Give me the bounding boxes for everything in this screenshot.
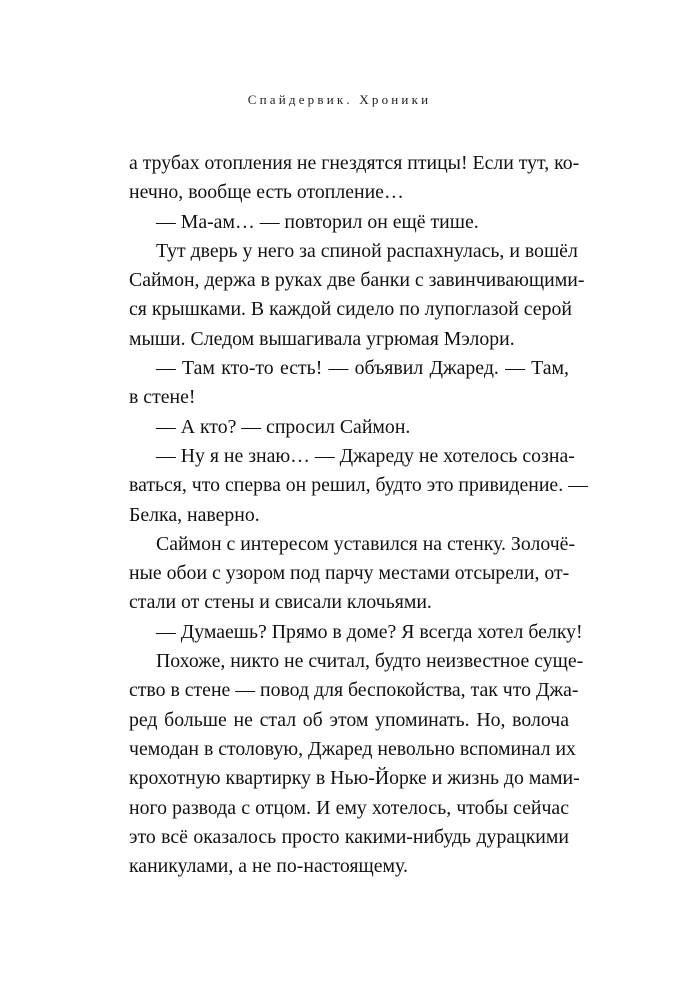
text-line: — Ма-ам… — повторил он ещё тише. [156,210,479,233]
text-line: — Думаешь? Прямо в доме? Я всегда хотел белку! [156,620,583,643]
text-line: это всё оказалось просто какими-нибудь дурацкими [129,825,569,848]
text-line: — А кто? — спросил Саймон. [156,415,411,438]
text-line: Белка, наверно. [129,503,260,526]
text-line: Тут дверь у него за спиной распахнулась, и вошёл [156,239,578,262]
text-line: стали от стены и свисали клочьями. [129,591,432,614]
text-line: ного развода с отцом. И ему хотелось, чтобы сейчас [129,796,569,819]
text-line: чемодан в столовую, Джаред невольно вспоминал их [129,737,576,760]
text-line: ся крышками. В каждой сидело по лупоглазой серой [129,298,572,321]
text-line: нечно, вообще есть отопление… [129,181,404,204]
text-line: каникулами, а не по-настоящему. [129,855,408,878]
text-line: Саймон с интересом уставился на стенку. Золочё- [156,532,576,555]
text-line: крохотную квартирку в Нью-Йорке и жизнь до мами- [129,767,580,790]
text-line: ваться, что сперва он решил, будто это привидение. — [129,474,588,497]
text-line: ные обои с узором под парчу местами отсырели, от- [129,562,570,585]
text-line: — Ну я не знаю… — Джареду не хотелось созна- [156,444,575,467]
text-line: в стене! [129,386,196,409]
text-line: мыши. Следом вышагивала угрюмая Мэлори. [129,327,515,350]
text-line: ред больше не стал об этом упоминать. Но, волоча [129,708,569,731]
text-line: ство в стене — повод для беспокойства, так что Джа- [129,679,579,702]
text-line: — Там кто-то есть! — объявил Джаред. — Там, [156,357,569,380]
text-line: Похоже, никто не считал, будто неизвестное суще- [156,650,584,673]
text-line: а трубах отопления не гнездятся птицы! Если тут, ко- [129,152,580,174]
text-line: Саймон, держа в руках две банки с завинчивающими- [129,269,585,292]
body-text [129,149,588,881]
running-header: Спайдервик. Хроники [247,92,432,107]
